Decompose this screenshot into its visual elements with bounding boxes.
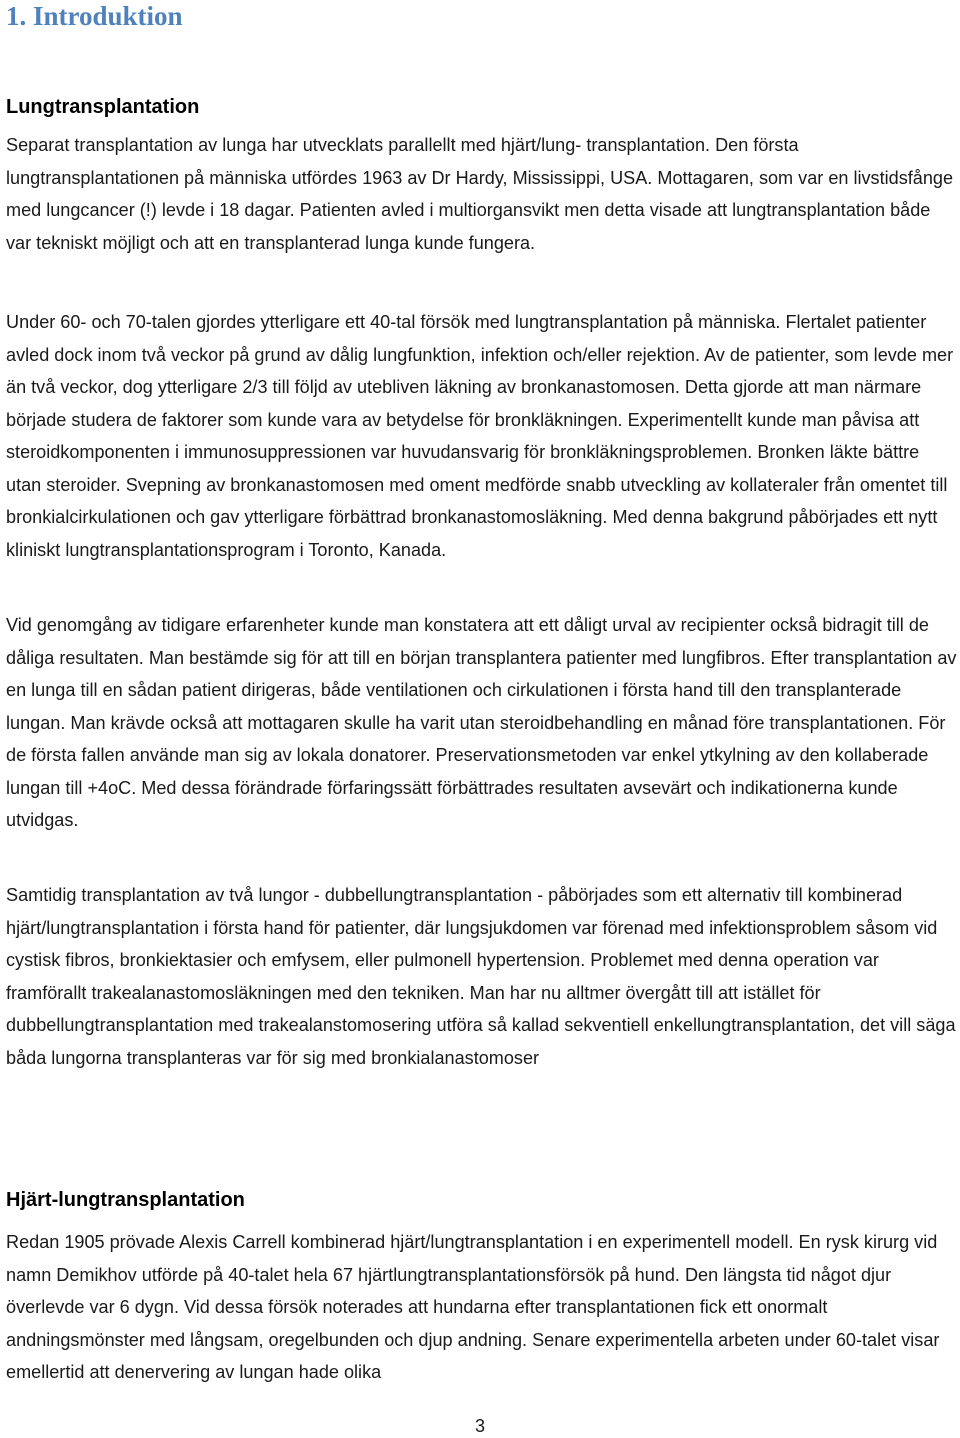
page-number: 3 bbox=[474, 1416, 485, 1436]
section-heading-hjart-lungtransplantation: Hjärt-lungtransplantation bbox=[6, 1189, 245, 1211]
section-heading-lungtransplantation: Lungtransplantation bbox=[6, 96, 200, 118]
paragraph-lung-2: Under 60- och 70-talen gjordes ytterligare ett 40-tal försök med lungtransplantation på människa. Flertalet patienter avled dock inom två veckor på grund av dålig lungfunktion, infektion och/eller rejektion. Av de patienter, som levde mer än två veckor, dog ytterligare 2/3 till följd av utebliven läkning av bronkanastomosen. Detta gjorde att man närmare började studera de faktorer som kunde vara av betydelse för bronkläkningen. Experimentellt kunde man påvisa att steroidkomponenten i immunosuppressionen var huvudansvarig för bronkläkningsproblemen. Bronken läkte bättre utan steroider. Svepning av bronkanastomosen med oment medförde snabb utveckling av kollateraler från omentet till bronkialcirkulationen och gav ytterligare förbättrad bronkanastomosläkning. Med denna bakgrund påbörjades ett nytt kliniskt lungtransplantationsprogram i Toronto, Kanada. bbox=[6, 312, 954, 560]
paragraph-lung-3: Vid genomgång av tidigare erfarenheter kunde man konstatera att ett dåligt urval av recipienter också bidragit till de dåliga resultaten. Man bestämde sig för att till en början transplantera patienter med lungfibros. Efter transplantation av en lunga till en sådan patient dirigeras, både ventilationen och cirkulationen i första hand till den transplanterade lungan. Man krävde också att mottagaren skulle ha varit utan steroidbehandling en månad före transplantationen. För de första fallen använde man sig av lokala donatorer. Preservationsmetoden var enkel ytkylning av den kollaberade lungan till +4oC. Med dessa förändrade förfaringssätt förbättrades resultaten avsevärt och indikationerna kunde utvidgas. bbox=[6, 615, 957, 830]
chapter-title: 1. Introduktion bbox=[6, 1, 183, 31]
paragraph-lung-4: Samtidig transplantation av två lungor - dubbellungtransplantation - påbörjades som ett alternativ till kombinerad hjärt/lungtransplantation i första hand för patienter, där lungsjukdomen var förenad med infektionsproblem såsom vid cystisk fibros, bronkiektasier och emfysem, eller pulmonell hypertension. Problemet med denna operation var framförallt trakealanastomosläkningen med den tekniken. Man har nu alltmer övergått till att istället för dubbellungtransplantation med trakealanstomosering utföra så kallad sekventiell enkellungtransplantation, det vill säga båda lungorna transplanteras var för sig med bronkialanastomoser bbox=[6, 885, 956, 1068]
paragraph-heart-lung-1: Redan 1905 prövade Alexis Carrell kombinerad hjärt/lungtransplantation i en experimentell modell. En rysk kirurg vid namn Demikhov utförde på 40-talet hela 67 hjärtlungtransplantationsförsök på hund. Den längsta tid något djur överlevde var 6 dygn. Vid dessa försök noterades att hundarna efter transplantationen fick ett onormalt andningsmönster med långsam, oregelbunden och djup andning. Senare experimentella arbeten under 60-talet visar emellertid att denervering av lungan hade olika bbox=[6, 1232, 940, 1382]
paragraph-lung-1: Separat transplantation av lunga har utvecklats parallellt med hjärt/lung- transplantation. Den första lungtransplantationen på människa utfördes 1963 av Dr Hardy, Mississippi, USA. Mottagaren, som var en livstidsfånge med lungcancer (!) levde i 18 dagar. Patienten avled i multiorgansvikt men detta visade att lungtransplantation både var tekniskt möjligt och att en transplanterad lunga kunde fungera. bbox=[6, 135, 954, 253]
